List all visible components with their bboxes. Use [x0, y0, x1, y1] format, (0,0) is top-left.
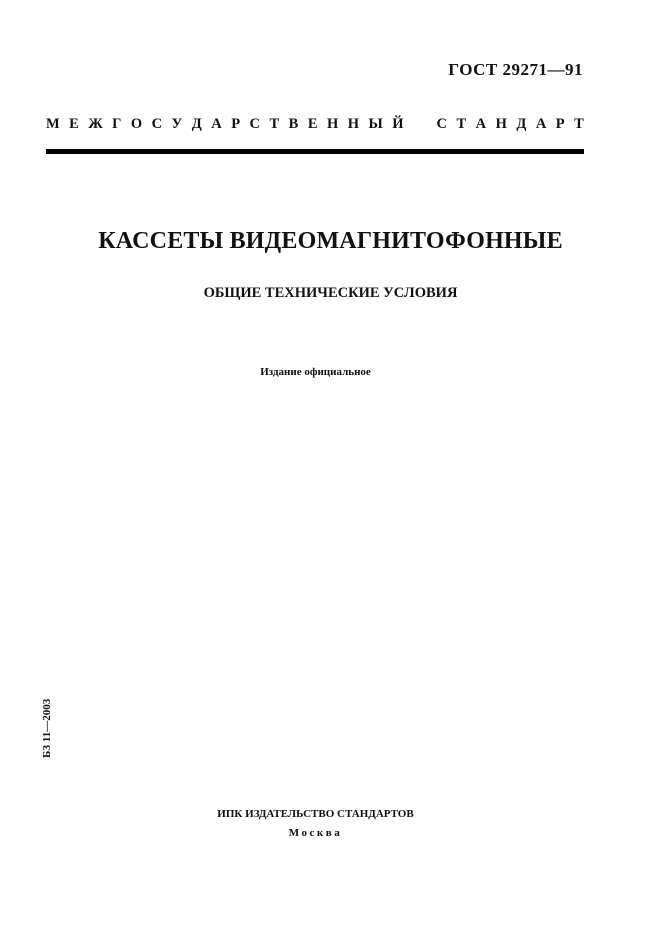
document-subtitle: ОБЩИЕ ТЕХНИЧЕСКИЕ УСЛОВИЯ	[203, 285, 458, 301]
publisher: ИПК ИЗДАТЕЛЬСТВО СТАНДАРТОВ	[217, 808, 414, 820]
standard-category: М Е Ж Г О С У Д А Р С Т В Е Н Н Ы Й С Т А Н Д А Р Т	[46, 116, 584, 132]
header-divider	[46, 149, 584, 154]
publisher-city: Москва	[288, 827, 343, 839]
side-code: БЗ 11—2003	[41, 698, 53, 758]
document-number: ГОСТ 29271—91	[448, 60, 583, 79]
edition-label: Издание официальное	[260, 366, 371, 378]
document-title: КАССЕТЫ ВИДЕОМАГНИТОФОННЫЕ	[98, 228, 563, 254]
